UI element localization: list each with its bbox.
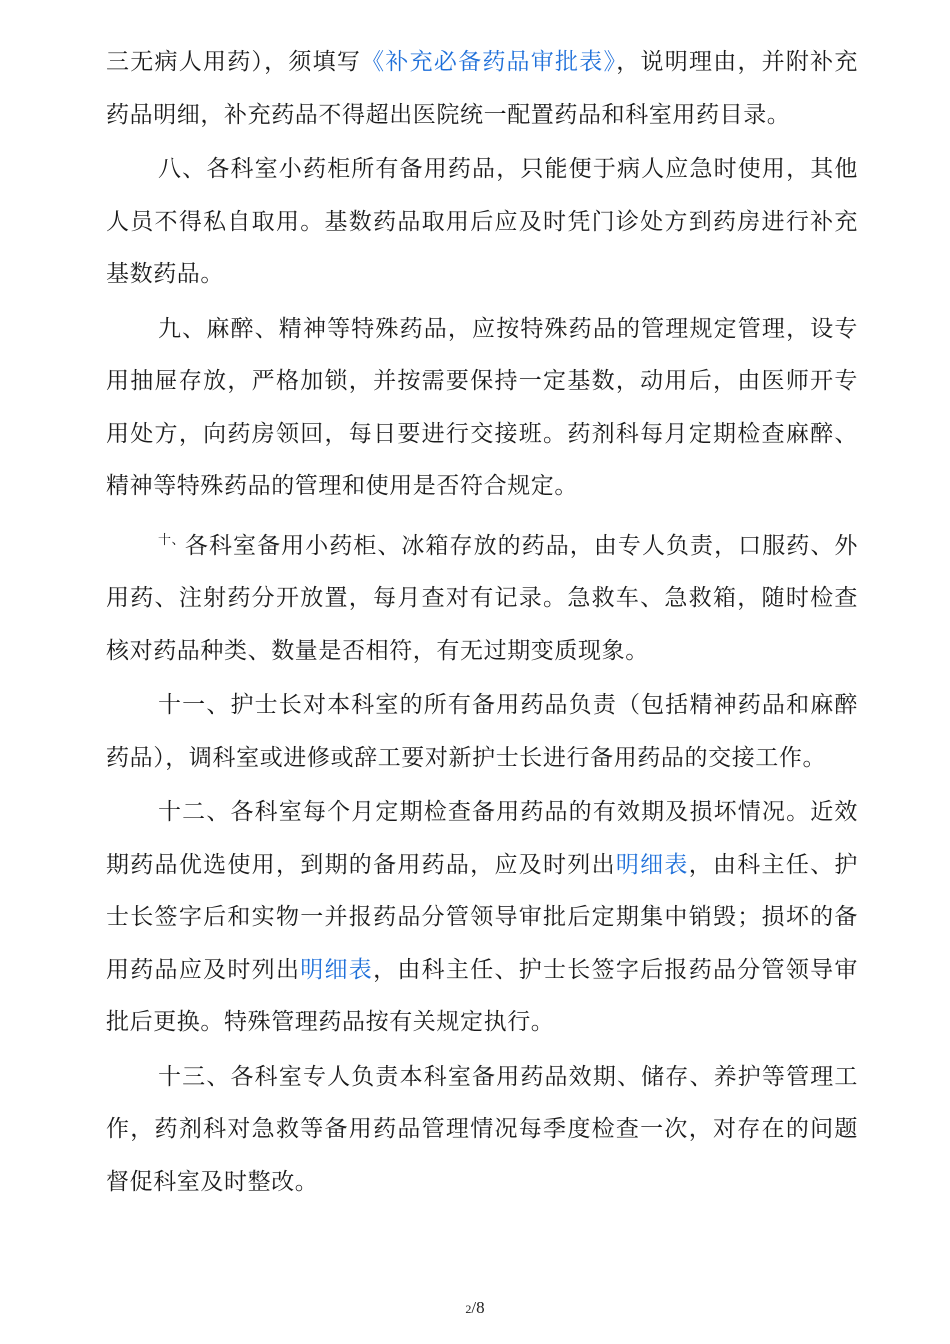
text-segment: 十二、各科室每个月定期检查备用药品的有效期及损坏情况。近效期药品优选使用，到期的备用药品，应及时列出 [106,799,858,878]
text-segment: 各科室备用小药柜、冰箱存放的药品，由专人负责，口服药、外用药、注射药分开放置，每月查对有记录。急救车、急救箱，随时检查核对药品种类、数量是否相符，有无过期变质现象。 [106,532,858,664]
section-number: 十、 [158,532,185,548]
paragraph-10 [106,515,858,678]
text-segment: ，由科主任、护士长签字后报药品分管领导审批后更换。特殊管理药品按有关规定执行。 [106,956,858,1035]
document-body [106,36,858,1207]
page-total: /8 [471,1298,485,1317]
text-segment: 十三、各科室专人负责本科室备用药品效期、储存、养护等管理工作，药剂科对急救等备用药品管理情况每季度检查一次，对存在的问题督促科室及时整改。 [106,1063,858,1195]
paragraph-12 [106,786,858,1049]
text-segment: ，由科主任、护士长签字后和实物一并报药品分管领导审批后定期集中销毁；损坏的备用药品应及时列出 [106,851,858,983]
page-current: 2 [465,1302,472,1316]
detail-table-link[interactable]: 明细表 [300,956,374,983]
paragraph-11 [106,679,858,784]
text-segment: 九、麻醉、精神等特殊药品，应按特殊药品的管理规定管理，设专用抽屉存放，严格加锁，并按需要保持一定基数，动用后，由医师开专用处方，向药房领回，每日要进行交接班。药剂科每月定期检查麻醉、精神等特殊药品的管理和使用是否符合规定。 [106,315,858,499]
paragraph-13 [106,1051,858,1209]
paragraph-9 [106,303,858,513]
text-segment: 八、各科室小药柜所有备用药品，只能便于病人应急时使用，其他人员不得私自取用。基数药品取用后应及时凭门诊处方到药房进行补充基数药品。 [106,156,858,287]
page-number [0,1298,950,1318]
paragraph-7-continuation [106,36,858,141]
form-link-supplementary-drug-approval[interactable]: 《补充必备药品审批表》 [361,49,617,75]
text-segment: ，说明理由，并附补充药品明细，补充药品不得超出医院统一配置药品和科室用药目录。 [106,49,858,128]
text-segment: 十一、护士长对本科室的所有备用药品负责（包括精神药品和麻醉药品），调科室或进修或辞工要对新护士长进行备用药品的交接工作。 [106,692,858,771]
paragraph-8 [106,143,858,301]
detail-table-link[interactable]: 明细表 [615,851,689,878]
text-segment: 三无病人用药），须填写 [106,49,362,75]
